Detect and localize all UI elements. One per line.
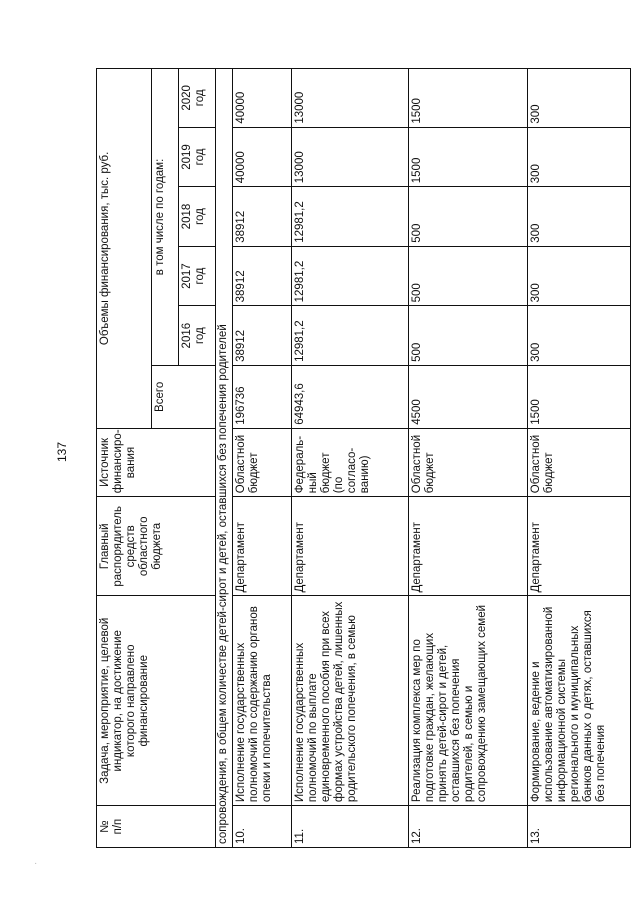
row-manager: Департамент	[409, 497, 528, 596]
row-2020: 300	[528, 69, 631, 128]
table-row	[292, 69, 409, 848]
row-2016: 12981,2	[292, 306, 409, 366]
row-2017: 500	[409, 246, 528, 306]
row-2019: 40000	[233, 127, 292, 187]
row-2018: 38912	[233, 187, 292, 247]
row-2016: 500	[409, 306, 528, 366]
row-manager: Департамент	[292, 497, 409, 596]
row-task: Реализация комплекса мер по подготовке граждан, желающих принять детей-сирот и детей, оставшихся без попечения родителей, в семью и сопровождению замещающих семей	[409, 596, 528, 806]
row-task: Исполнение государственных полномочий по содержанию органов опеки и попечительства	[233, 596, 292, 806]
table-row	[528, 69, 631, 848]
row-num: 13.	[528, 806, 631, 848]
row-total: 196736	[233, 365, 292, 428]
header-year-2019: 2019 год	[179, 127, 216, 187]
row-2019: 300	[528, 127, 631, 187]
row-2018: 500	[409, 187, 528, 247]
header-total: Всего	[152, 365, 216, 428]
row-manager: Департамент	[233, 497, 292, 596]
header-year-2020: 2020 год	[179, 69, 216, 128]
row-task: Формирование, ведение и использование автоматизированной информационной системы регионального и муниципальных банков данных о детях, оставшихся без попечения	[528, 596, 631, 806]
table-row	[233, 69, 292, 848]
row-2016: 300	[528, 306, 631, 366]
row-source: Областной бюджет	[528, 428, 631, 496]
scan-mark: ·	[34, 858, 38, 869]
row-2018: 12981,2	[292, 187, 409, 247]
row-total: 64943,6	[292, 365, 409, 428]
row-2017: 300	[528, 246, 631, 306]
header-year-2016: 2016 год	[179, 306, 216, 366]
row-2020: 13000	[292, 69, 409, 128]
row-num: 10.	[233, 806, 292, 848]
row-2016: 38912	[233, 306, 292, 366]
row-source: Областной бюджет	[233, 428, 292, 496]
section-title: сопровождения, в общем количестве детей-сирот и детей, оставшихся без попечения родителей	[216, 69, 233, 848]
row-source: Федераль- ный бюджет (по согласо- ванию)	[292, 428, 409, 496]
header-manager: Главный распорядитель средств областного бюджета	[97, 497, 216, 596]
row-2017: 12981,2	[292, 246, 409, 306]
row-num: 12.	[409, 806, 528, 848]
header-year-2017: 2017 год	[179, 246, 216, 306]
row-2017: 38912	[233, 246, 292, 306]
page-number: 137	[55, 441, 69, 463]
header-task: Задача, мероприятие, целевой индикатор, на достижение которого направлено финансирование	[97, 596, 216, 806]
row-2018: 300	[528, 187, 631, 247]
row-manager: Департамент	[528, 497, 631, 596]
row-num: 11.	[292, 806, 409, 848]
header-year-2018: 2018 год	[179, 187, 216, 247]
row-task: Исполнение государственных полномочий по выплате единовременного пособия при всех формах устройства детей, лишенных родительского попечения, в семью	[292, 596, 409, 806]
row-2020: 40000	[233, 69, 292, 128]
row-source: Областной бюджет	[409, 428, 528, 496]
header-source: Источник финансиро- вания	[97, 428, 216, 496]
header-by-years: в том числе по годам:	[152, 69, 179, 366]
rotated-table-wrapper	[96, 68, 610, 848]
table-row	[409, 69, 528, 848]
header-num: № п/п	[97, 806, 216, 848]
financing-table	[96, 68, 631, 848]
row-2019: 1500	[409, 127, 528, 187]
row-2019: 13000	[292, 127, 409, 187]
header-volume: Объемы финансирования, тыс. руб.	[97, 69, 152, 429]
row-total: 4500	[409, 365, 528, 428]
row-total: 1500	[528, 365, 631, 428]
row-2020: 1500	[409, 69, 528, 128]
